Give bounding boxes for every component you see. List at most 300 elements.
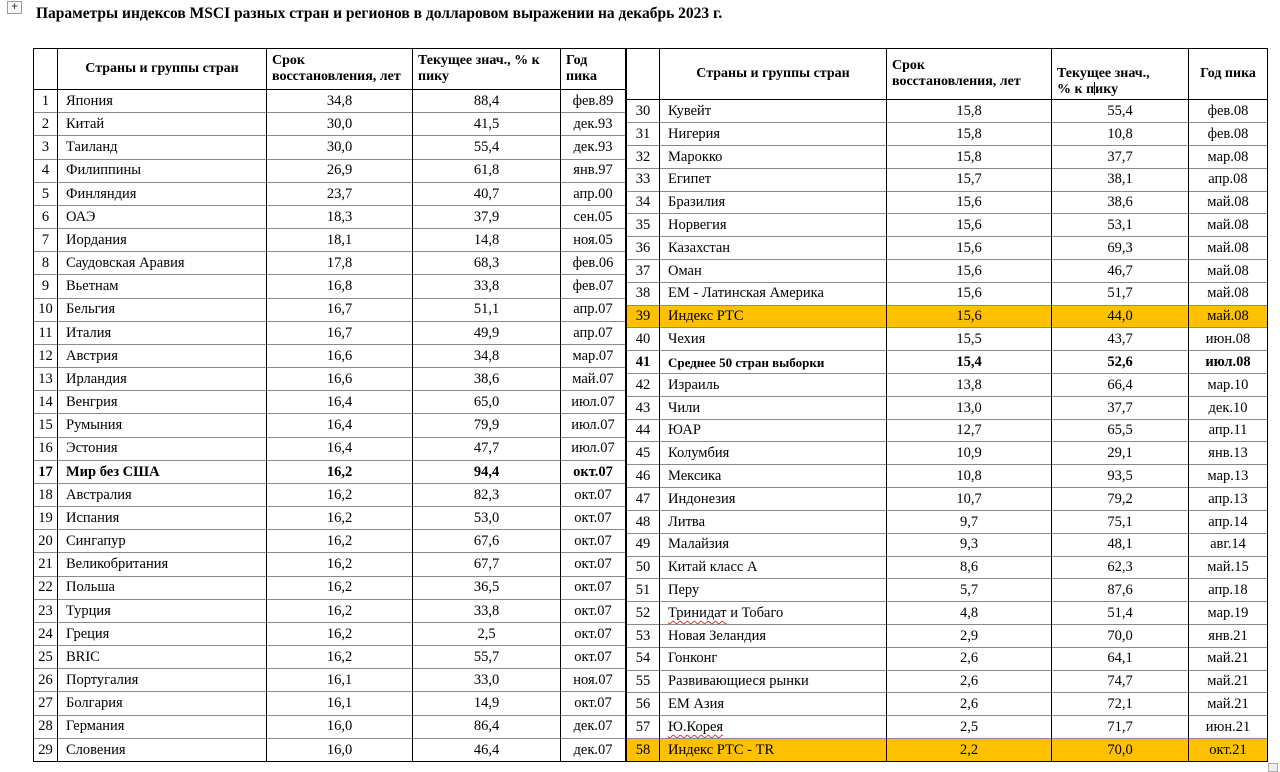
country-name[interactable]: Ирландия [58, 368, 267, 391]
recovery-years[interactable]: 10,8 [887, 465, 1052, 488]
row-number[interactable]: 27 [34, 692, 58, 715]
peak-date[interactable]: апр.00 [561, 182, 626, 205]
peak-date[interactable]: янв.13 [1189, 442, 1268, 465]
recovery-years[interactable]: 15,8 [887, 123, 1052, 146]
current-pct-of-peak[interactable]: 40,7 [413, 182, 561, 205]
country-name[interactable]: Япония [58, 90, 267, 113]
row-number[interactable]: 19 [34, 507, 58, 530]
current-pct-of-peak[interactable]: 43,7 [1052, 328, 1189, 351]
country-name[interactable]: Гонконг [660, 647, 887, 670]
country-name[interactable]: Оман [660, 259, 887, 282]
recovery-years[interactable]: 15,6 [887, 259, 1052, 282]
header-num[interactable] [627, 49, 660, 100]
peak-date[interactable]: мар.10 [1189, 374, 1268, 397]
recovery-years[interactable]: 18,1 [267, 229, 413, 252]
current-pct-of-peak[interactable]: 93,5 [1052, 465, 1189, 488]
current-pct-of-peak[interactable]: 33,8 [413, 275, 561, 298]
current-pct-of-peak[interactable]: 74,7 [1052, 670, 1189, 693]
current-pct-of-peak[interactable]: 37,9 [413, 205, 561, 228]
row-number[interactable]: 36 [627, 237, 660, 260]
peak-date[interactable]: май.07 [561, 368, 626, 391]
row-number[interactable]: 44 [627, 419, 660, 442]
recovery-years[interactable]: 16,2 [267, 530, 413, 553]
current-pct-of-peak[interactable]: 47,7 [413, 437, 561, 460]
row-number[interactable]: 51 [627, 579, 660, 602]
peak-date[interactable]: дек.93 [561, 136, 626, 159]
current-pct-of-peak[interactable]: 62,3 [1052, 556, 1189, 579]
recovery-years[interactable]: 9,7 [887, 510, 1052, 533]
header-peak[interactable]: Год пика [561, 49, 626, 90]
row-number[interactable]: 21 [34, 553, 58, 576]
country-name[interactable]: Перу [660, 579, 887, 602]
row-number[interactable]: 29 [34, 738, 58, 761]
recovery-years[interactable]: 15,5 [887, 328, 1052, 351]
row-number[interactable]: 46 [627, 465, 660, 488]
recovery-years[interactable]: 2,6 [887, 670, 1052, 693]
row-number[interactable]: 1 [34, 90, 58, 113]
row-number[interactable]: 3 [34, 136, 58, 159]
header-current[interactable] [1052, 49, 1189, 100]
row-number[interactable]: 20 [34, 530, 58, 553]
row-number[interactable]: 37 [627, 259, 660, 282]
recovery-years[interactable]: 16,2 [267, 622, 413, 645]
recovery-years[interactable]: 16,4 [267, 414, 413, 437]
country-name[interactable]: Сингапур [58, 530, 267, 553]
current-pct-of-peak[interactable]: 33,8 [413, 599, 561, 622]
current-pct-of-peak[interactable]: 38,1 [1052, 168, 1189, 191]
recovery-years[interactable]: 15,8 [887, 145, 1052, 168]
country-name[interactable]: Колумбия [660, 442, 887, 465]
row-number[interactable]: 53 [627, 624, 660, 647]
country-name[interactable]: Индекс РТС - TR [660, 739, 887, 762]
row-number[interactable]: 17 [34, 460, 58, 483]
country-name[interactable] [660, 716, 887, 739]
recovery-years[interactable]: 16,2 [267, 483, 413, 506]
recovery-years[interactable]: 16,6 [267, 344, 413, 367]
recovery-years[interactable]: 16,7 [267, 298, 413, 321]
country-name[interactable]: Новая Зеландия [660, 624, 887, 647]
row-number[interactable]: 28 [34, 715, 58, 738]
current-pct-of-peak[interactable]: 53,0 [413, 507, 561, 530]
row-number[interactable]: 11 [34, 321, 58, 344]
recovery-years[interactable]: 16,4 [267, 437, 413, 460]
current-pct-of-peak[interactable]: 36,5 [413, 576, 561, 599]
peak-date[interactable]: фев.07 [561, 275, 626, 298]
current-pct-of-peak[interactable]: 67,7 [413, 553, 561, 576]
country-name[interactable]: Австрия [58, 344, 267, 367]
header-countries[interactable]: Страны и группы стран [58, 49, 267, 90]
peak-date[interactable]: май.08 [1189, 214, 1268, 237]
country-name[interactable]: Среднее 50 стран выборки [660, 351, 887, 374]
current-pct-of-peak[interactable]: 66,4 [1052, 374, 1189, 397]
current-pct-of-peak[interactable]: 52,6 [1052, 351, 1189, 374]
country-name[interactable]: Норвегия [660, 214, 887, 237]
current-pct-of-peak[interactable]: 51,4 [1052, 602, 1189, 625]
recovery-years[interactable]: 16,6 [267, 368, 413, 391]
row-number[interactable]: 22 [34, 576, 58, 599]
row-number[interactable]: 55 [627, 670, 660, 693]
current-pct-of-peak[interactable]: 79,2 [1052, 488, 1189, 511]
current-pct-of-peak[interactable]: 38,6 [1052, 191, 1189, 214]
peak-date[interactable]: фев.08 [1189, 123, 1268, 146]
current-pct-of-peak[interactable]: 75,1 [1052, 510, 1189, 533]
country-name[interactable]: Индекс РТС [660, 305, 887, 328]
country-name[interactable]: Китай [58, 113, 267, 136]
current-pct-of-peak[interactable]: 87,6 [1052, 579, 1189, 602]
country-name[interactable]: Бразилия [660, 191, 887, 214]
row-number[interactable]: 30 [627, 100, 660, 123]
country-name[interactable]: Мексика [660, 465, 887, 488]
country-name[interactable]: Великобритания [58, 553, 267, 576]
peak-date[interactable]: окт.07 [561, 483, 626, 506]
peak-date[interactable]: мар.07 [561, 344, 626, 367]
recovery-years[interactable]: 16,2 [267, 507, 413, 530]
peak-date[interactable]: дек.93 [561, 113, 626, 136]
header-peak[interactable]: Год пика [1189, 49, 1268, 100]
row-number[interactable]: 18 [34, 483, 58, 506]
country-name[interactable]: Индонезия [660, 488, 887, 511]
peak-date[interactable]: май.21 [1189, 693, 1268, 716]
peak-date[interactable]: апр.07 [561, 298, 626, 321]
current-pct-of-peak[interactable]: 29,1 [1052, 442, 1189, 465]
peak-date[interactable]: май.08 [1189, 305, 1268, 328]
country-name[interactable]: Эстония [58, 437, 267, 460]
country-name[interactable]: Португалия [58, 669, 267, 692]
row-number[interactable]: 25 [34, 646, 58, 669]
current-pct-of-peak[interactable]: 37,7 [1052, 145, 1189, 168]
peak-date[interactable]: май.08 [1189, 191, 1268, 214]
table-move-handle-icon[interactable]: + [7, 1, 22, 14]
country-name[interactable]: Кувейт [660, 100, 887, 123]
row-number[interactable]: 8 [34, 252, 58, 275]
peak-date[interactable]: окт.07 [561, 622, 626, 645]
recovery-years[interactable]: 16,2 [267, 460, 413, 483]
current-pct-of-peak[interactable]: 64,1 [1052, 647, 1189, 670]
recovery-years[interactable]: 23,7 [267, 182, 413, 205]
peak-date[interactable]: апр.18 [1189, 579, 1268, 602]
country-name[interactable]: Таиланд [58, 136, 267, 159]
country-name[interactable]: Развивающиеся рынки [660, 670, 887, 693]
recovery-years[interactable]: 8,6 [887, 556, 1052, 579]
country-name[interactable]: Египет [660, 168, 887, 191]
recovery-years[interactable]: 13,8 [887, 374, 1052, 397]
row-number[interactable]: 23 [34, 599, 58, 622]
current-pct-of-peak[interactable]: 33,0 [413, 669, 561, 692]
recovery-years[interactable]: 2,6 [887, 647, 1052, 670]
country-name[interactable]: Румыния [58, 414, 267, 437]
row-number[interactable]: 38 [627, 282, 660, 305]
country-name[interactable]: Финляндия [58, 182, 267, 205]
peak-date[interactable]: дек.07 [561, 738, 626, 761]
row-number[interactable]: 56 [627, 693, 660, 716]
recovery-years[interactable]: 30,0 [267, 136, 413, 159]
peak-date[interactable]: июл.07 [561, 437, 626, 460]
current-pct-of-peak[interactable]: 41,5 [413, 113, 561, 136]
current-pct-of-peak[interactable]: 55,4 [413, 136, 561, 159]
country-name[interactable]: Чили [660, 396, 887, 419]
country-name[interactable]: Израиль [660, 374, 887, 397]
country-name[interactable]: Иордания [58, 229, 267, 252]
row-number[interactable]: 13 [34, 368, 58, 391]
peak-date[interactable]: мар.19 [1189, 602, 1268, 625]
country-name[interactable]: Чехия [660, 328, 887, 351]
country-name[interactable]: BRIC [58, 646, 267, 669]
peak-date[interactable]: сен.05 [561, 205, 626, 228]
current-pct-of-peak[interactable]: 48,1 [1052, 533, 1189, 556]
current-pct-of-peak[interactable]: 68,3 [413, 252, 561, 275]
row-number[interactable]: 43 [627, 396, 660, 419]
peak-date[interactable]: апр.13 [1189, 488, 1268, 511]
peak-date[interactable]: июл.08 [1189, 351, 1268, 374]
row-number[interactable]: 49 [627, 533, 660, 556]
country-name[interactable]: Словения [58, 738, 267, 761]
peak-date[interactable]: май.21 [1189, 670, 1268, 693]
recovery-years[interactable]: 2,6 [887, 693, 1052, 716]
row-number[interactable]: 31 [627, 123, 660, 146]
current-pct-of-peak[interactable]: 71,7 [1052, 716, 1189, 739]
peak-date[interactable]: апр.08 [1189, 168, 1268, 191]
recovery-years[interactable]: 15,7 [887, 168, 1052, 191]
country-name[interactable]: Польша [58, 576, 267, 599]
row-number[interactable]: 48 [627, 510, 660, 533]
peak-date[interactable]: окт.07 [561, 599, 626, 622]
current-pct-of-peak[interactable]: 65,0 [413, 391, 561, 414]
row-number[interactable]: 15 [34, 414, 58, 437]
row-number[interactable]: 4 [34, 159, 58, 182]
peak-date[interactable]: июл.07 [561, 391, 626, 414]
peak-date[interactable]: май.15 [1189, 556, 1268, 579]
peak-date[interactable]: окт.07 [561, 530, 626, 553]
row-number[interactable]: 52 [627, 602, 660, 625]
current-pct-of-peak[interactable]: 51,1 [413, 298, 561, 321]
row-number[interactable]: 2 [34, 113, 58, 136]
recovery-years[interactable]: 15,8 [887, 100, 1052, 123]
recovery-years[interactable]: 15,6 [887, 214, 1052, 237]
recovery-years[interactable]: 13,0 [887, 396, 1052, 419]
recovery-years[interactable]: 9,3 [887, 533, 1052, 556]
recovery-years[interactable]: 16,8 [267, 275, 413, 298]
current-pct-of-peak[interactable]: 46,4 [413, 738, 561, 761]
header-current[interactable]: Текущее знач., % к пику [413, 49, 561, 90]
recovery-years[interactable]: 16,2 [267, 599, 413, 622]
recovery-years[interactable]: 12,7 [887, 419, 1052, 442]
peak-date[interactable]: окт.07 [561, 460, 626, 483]
country-name[interactable]: Бельгия [58, 298, 267, 321]
peak-date[interactable]: янв.97 [561, 159, 626, 182]
current-pct-of-peak[interactable]: 55,7 [413, 646, 561, 669]
peak-date[interactable]: мар.13 [1189, 465, 1268, 488]
peak-date[interactable]: апр.11 [1189, 419, 1268, 442]
recovery-years[interactable]: 2,5 [887, 716, 1052, 739]
row-number[interactable]: 6 [34, 205, 58, 228]
row-number[interactable]: 50 [627, 556, 660, 579]
row-number[interactable]: 7 [34, 229, 58, 252]
country-name[interactable]: Мир без США [58, 460, 267, 483]
recovery-years[interactable]: 16,0 [267, 738, 413, 761]
current-pct-of-peak[interactable]: 72,1 [1052, 693, 1189, 716]
recovery-years[interactable]: 30,0 [267, 113, 413, 136]
current-pct-of-peak[interactable]: 70,0 [1052, 624, 1189, 647]
country-name[interactable]: Германия [58, 715, 267, 738]
header-recovery[interactable]: Срок восстановления, лет [267, 49, 413, 90]
row-number[interactable]: 9 [34, 275, 58, 298]
peak-date[interactable]: фев.08 [1189, 100, 1268, 123]
peak-date[interactable]: авг.14 [1189, 533, 1268, 556]
country-name[interactable]: Саудовская Аравия [58, 252, 267, 275]
recovery-years[interactable]: 16,2 [267, 646, 413, 669]
current-pct-of-peak[interactable]: 46,7 [1052, 259, 1189, 282]
row-number[interactable]: 54 [627, 647, 660, 670]
peak-date[interactable]: июл.07 [561, 414, 626, 437]
recovery-years[interactable]: 4,8 [887, 602, 1052, 625]
current-pct-of-peak[interactable]: 34,8 [413, 344, 561, 367]
current-pct-of-peak[interactable]: 88,4 [413, 90, 561, 113]
header-num[interactable] [34, 49, 58, 90]
current-pct-of-peak[interactable]: 10,8 [1052, 123, 1189, 146]
country-name[interactable]: EM - Латинская Америка [660, 282, 887, 305]
row-number[interactable]: 45 [627, 442, 660, 465]
peak-date[interactable]: окт.07 [561, 692, 626, 715]
peak-date[interactable]: май.08 [1189, 282, 1268, 305]
peak-date[interactable]: окт.07 [561, 576, 626, 599]
current-pct-of-peak[interactable]: 67,6 [413, 530, 561, 553]
recovery-years[interactable]: 2,2 [887, 739, 1052, 762]
recovery-years[interactable]: 15,6 [887, 237, 1052, 260]
country-name[interactable]: Болгария [58, 692, 267, 715]
recovery-years[interactable]: 16,4 [267, 391, 413, 414]
row-number[interactable]: 5 [34, 182, 58, 205]
row-number[interactable]: 33 [627, 168, 660, 191]
country-name[interactable]: EM Азия [660, 693, 887, 716]
row-number[interactable]: 41 [627, 351, 660, 374]
recovery-years[interactable]: 5,7 [887, 579, 1052, 602]
current-pct-of-peak[interactable]: 61,8 [413, 159, 561, 182]
peak-date[interactable]: окт.07 [561, 553, 626, 576]
row-number[interactable]: 12 [34, 344, 58, 367]
peak-date[interactable]: май.21 [1189, 647, 1268, 670]
peak-date[interactable]: дек.07 [561, 715, 626, 738]
peak-date[interactable]: июн.08 [1189, 328, 1268, 351]
recovery-years[interactable]: 16,7 [267, 321, 413, 344]
current-pct-of-peak[interactable]: 94,4 [413, 460, 561, 483]
current-pct-of-peak[interactable]: 82,3 [413, 483, 561, 506]
peak-date[interactable]: окт.21 [1189, 739, 1268, 762]
country-name[interactable]: Казахстан [660, 237, 887, 260]
current-pct-of-peak[interactable]: 70,0 [1052, 739, 1189, 762]
country-name[interactable]: Литва [660, 510, 887, 533]
header-countries[interactable]: Страны и группы стран [660, 49, 887, 100]
country-name[interactable]: Вьетнам [58, 275, 267, 298]
peak-date[interactable]: ноя.07 [561, 669, 626, 692]
row-number[interactable]: 42 [627, 374, 660, 397]
recovery-years[interactable]: 34,8 [267, 90, 413, 113]
row-number[interactable]: 58 [627, 739, 660, 762]
recovery-years[interactable]: 16,1 [267, 669, 413, 692]
header-recovery[interactable]: Срок восстановления, лет [887, 49, 1052, 100]
current-pct-of-peak[interactable]: 44,0 [1052, 305, 1189, 328]
peak-date[interactable]: окт.07 [561, 507, 626, 530]
recovery-years[interactable]: 17,8 [267, 252, 413, 275]
row-number[interactable]: 40 [627, 328, 660, 351]
current-pct-of-peak[interactable]: 38,6 [413, 368, 561, 391]
peak-date[interactable]: апр.14 [1189, 510, 1268, 533]
current-pct-of-peak[interactable]: 53,1 [1052, 214, 1189, 237]
current-pct-of-peak[interactable]: 51,7 [1052, 282, 1189, 305]
recovery-years[interactable]: 15,6 [887, 305, 1052, 328]
country-name[interactable]: ОАЭ [58, 205, 267, 228]
peak-date[interactable]: апр.07 [561, 321, 626, 344]
row-number[interactable]: 57 [627, 716, 660, 739]
row-number[interactable]: 35 [627, 214, 660, 237]
row-number[interactable]: 24 [34, 622, 58, 645]
peak-date[interactable]: ноя.05 [561, 229, 626, 252]
row-number[interactable]: 14 [34, 391, 58, 414]
recovery-years[interactable]: 15,4 [887, 351, 1052, 374]
recovery-years[interactable]: 2,9 [887, 624, 1052, 647]
row-number[interactable]: 26 [34, 669, 58, 692]
current-pct-of-peak[interactable]: 49,9 [413, 321, 561, 344]
current-pct-of-peak[interactable]: 69,3 [1052, 237, 1189, 260]
row-number[interactable]: 34 [627, 191, 660, 214]
country-name[interactable]: Нигерия [660, 123, 887, 146]
row-number[interactable]: 10 [34, 298, 58, 321]
recovery-years[interactable]: 16,2 [267, 553, 413, 576]
row-number[interactable]: 16 [34, 437, 58, 460]
peak-date[interactable]: май.08 [1189, 237, 1268, 260]
current-pct-of-peak[interactable]: 14,9 [413, 692, 561, 715]
peak-date[interactable]: окт.07 [561, 646, 626, 669]
peak-date[interactable]: дек.10 [1189, 396, 1268, 419]
recovery-years[interactable]: 10,9 [887, 442, 1052, 465]
country-name[interactable]: Китай класс A [660, 556, 887, 579]
recovery-years[interactable]: 18,3 [267, 205, 413, 228]
current-pct-of-peak[interactable]: 2,5 [413, 622, 561, 645]
peak-date[interactable]: фев.06 [561, 252, 626, 275]
current-pct-of-peak[interactable]: 14,8 [413, 229, 561, 252]
peak-date[interactable]: янв.21 [1189, 624, 1268, 647]
current-pct-of-peak[interactable]: 79,9 [413, 414, 561, 437]
country-name[interactable]: Италия [58, 321, 267, 344]
row-number[interactable]: 32 [627, 145, 660, 168]
country-name[interactable]: Марокко [660, 145, 887, 168]
row-number[interactable]: 47 [627, 488, 660, 511]
country-name[interactable]: Малайзия [660, 533, 887, 556]
country-name[interactable]: Тринидат и Тобаго [660, 602, 887, 625]
recovery-years[interactable]: 15,6 [887, 282, 1052, 305]
row-number[interactable]: 39 [627, 305, 660, 328]
country-name[interactable]: ЮАР [660, 419, 887, 442]
country-name[interactable]: Турция [58, 599, 267, 622]
country-name[interactable]: Греция [58, 622, 267, 645]
peak-date[interactable]: фев.89 [561, 90, 626, 113]
current-pct-of-peak[interactable]: 37,7 [1052, 396, 1189, 419]
peak-date[interactable]: мар.08 [1189, 145, 1268, 168]
current-pct-of-peak[interactable]: 86,4 [413, 715, 561, 738]
recovery-years[interactable]: 10,7 [887, 488, 1052, 511]
recovery-years[interactable]: 16,0 [267, 715, 413, 738]
table-resize-handle[interactable] [1268, 763, 1278, 772]
peak-date[interactable]: июн.21 [1189, 716, 1268, 739]
recovery-years[interactable]: 26,9 [267, 159, 413, 182]
recovery-years[interactable]: 16,1 [267, 692, 413, 715]
current-pct-of-peak[interactable]: 55,4 [1052, 100, 1189, 123]
recovery-years[interactable]: 15,6 [887, 191, 1052, 214]
recovery-years[interactable]: 16,2 [267, 576, 413, 599]
current-pct-of-peak[interactable]: 65,5 [1052, 419, 1189, 442]
country-name[interactable]: Австралия [58, 483, 267, 506]
country-name[interactable]: Венгрия [58, 391, 267, 414]
peak-date[interactable]: май.08 [1189, 259, 1268, 282]
